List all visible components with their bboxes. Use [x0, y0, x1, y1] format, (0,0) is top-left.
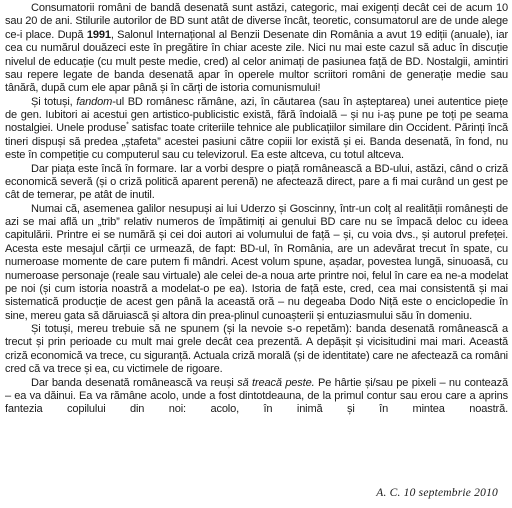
italic-text: să treacă peste.	[237, 376, 315, 389]
bold-text: 1991	[86, 28, 111, 41]
paragraph-5	[5, 323, 508, 377]
text-run: Numai că, asemenea galilor nesupuși ai lui Uderzo și Goscinny, într-un colț al realității românești de azi se mai află un „trib” relativ numeros de împătimiți ai genului BD care nu se împacă deloc cu ideea capitulării. Printre ei se numără și cei doi autori ai volumului de față – și, cu voia dvs., și autorul prefeței. Acesta este mesajul cărții ce urmează, de fapt: BD-ul, în România, are un adevărat trecut în spate, cu numeroase momente de care putem fi mândri. Acest volum spune, așadar, povestea lungă, sinuoasă, cu numeroase personaje (reale sau virtuale) ale celei de-a noua arte printre noi, felul în care ea ne-a modelat pe noi (și cum istoria noastră a modelat-o pe ea). Istoria de față este, cred, cea mai consistentă și mai sistematică producție de acest gen până la această oră – nu degeaba Dodo Niță este o enciclopedie în sine, mereu gata să dăruiască și altora din prea-plinul cunoașterii și entuziasmului său în domeniu.	[5, 202, 508, 322]
text-run: , Salonul Internațional al Benzii Desenate din România a avut 19 ediții (anuale), iar cea cu numărul douăzeci este în pregătire în chiar aceste zile. Nici nu mai este cazul să aduc în discuție nivelul de educație (cu mult peste medie, cred) al celor animați de pasiunea față de BD. Nostalgii, amintiri sau repere legate de banda desenată apar în operele multor scriitori români de generație medie sau tânără, după cum ele apar până și în cărți de istoria comunismului!	[5, 28, 508, 95]
text-run: -ul BD românesc rămâne, azi, în căutarea (sau în așteptarea) unei autentice piețe de gen. Iubitori ai acestui gen artistico-publicistic există, fără îndoială – și nu i-aș pune pe toți pe seama nostalgiei. Unele produse	[5, 95, 509, 135]
text-run: Pe hârtie și/sau pe pixeli – nu contează – ea va dăinui. Ea va rămâne acolo, unde a fost dintotdeauna, de la primul contur sau erou care a aprins fantezia copilului din noi: acolo, în inimă și în mintea noastră.	[5, 376, 509, 416]
paragraph-6	[5, 377, 508, 417]
paragraph-4	[5, 203, 508, 323]
text-run: Dar piața este încă în formare. Iar a vorbi despre o piață românească a BD-ului, astăzi, când o criză economică severă (și o criză politică aparent perenă) ne afectează direct, pare a fi mai curând un gest pe cât de temerar, pe atât de inutil.	[5, 162, 508, 202]
signature-and-date: A. C. 10 septembrie 2010	[376, 487, 498, 499]
paragraph-3	[5, 163, 508, 203]
footnote-marker: *	[126, 121, 129, 129]
text-run: Și totuși, mereu trebuie să ne spunem (și la nevoie s-o repetăm): banda desenată românească a trecut și prin perioade cu mult mai grele decât cea prezentă. A depășit și vicisitudini mai mari. Această criză economică va trece, cu siguranță. Actuala criză morală (și de identitate) care ne afectează ca români cred că va trece și ea, cu victimele de rigoare.	[5, 323, 508, 376]
paragraph-2	[5, 96, 508, 163]
preface-text	[5, 2, 508, 417]
text-run: satisfac toate criteriile tehnice ale publicațiilor similare din Occident. Părinți încă tineri dispuși să predea „ștafeta” acestei pasiuni către copiii lor există și ei. Banda desenată, în fond, nu este în competiție cu computerul sau cu televizorul. Ea este altceva, cu totul altceva.	[5, 122, 508, 162]
italic-text: fandom	[76, 95, 113, 108]
text-run: Și totuși,	[31, 95, 77, 108]
text-run: Dar banda desenată românească va reuși	[31, 376, 238, 389]
paragraph-1	[5, 2, 508, 96]
text-run: Consumatorii români de bandă desenată sunt astăzi, categoric, mai exigenți decât cei de acum 10 sau 20 de ani. Stilurile autorilor de BD sunt atât de diverse încât, teoretic, consumatorul are de unde alege ce-i place. După	[5, 2, 508, 41]
